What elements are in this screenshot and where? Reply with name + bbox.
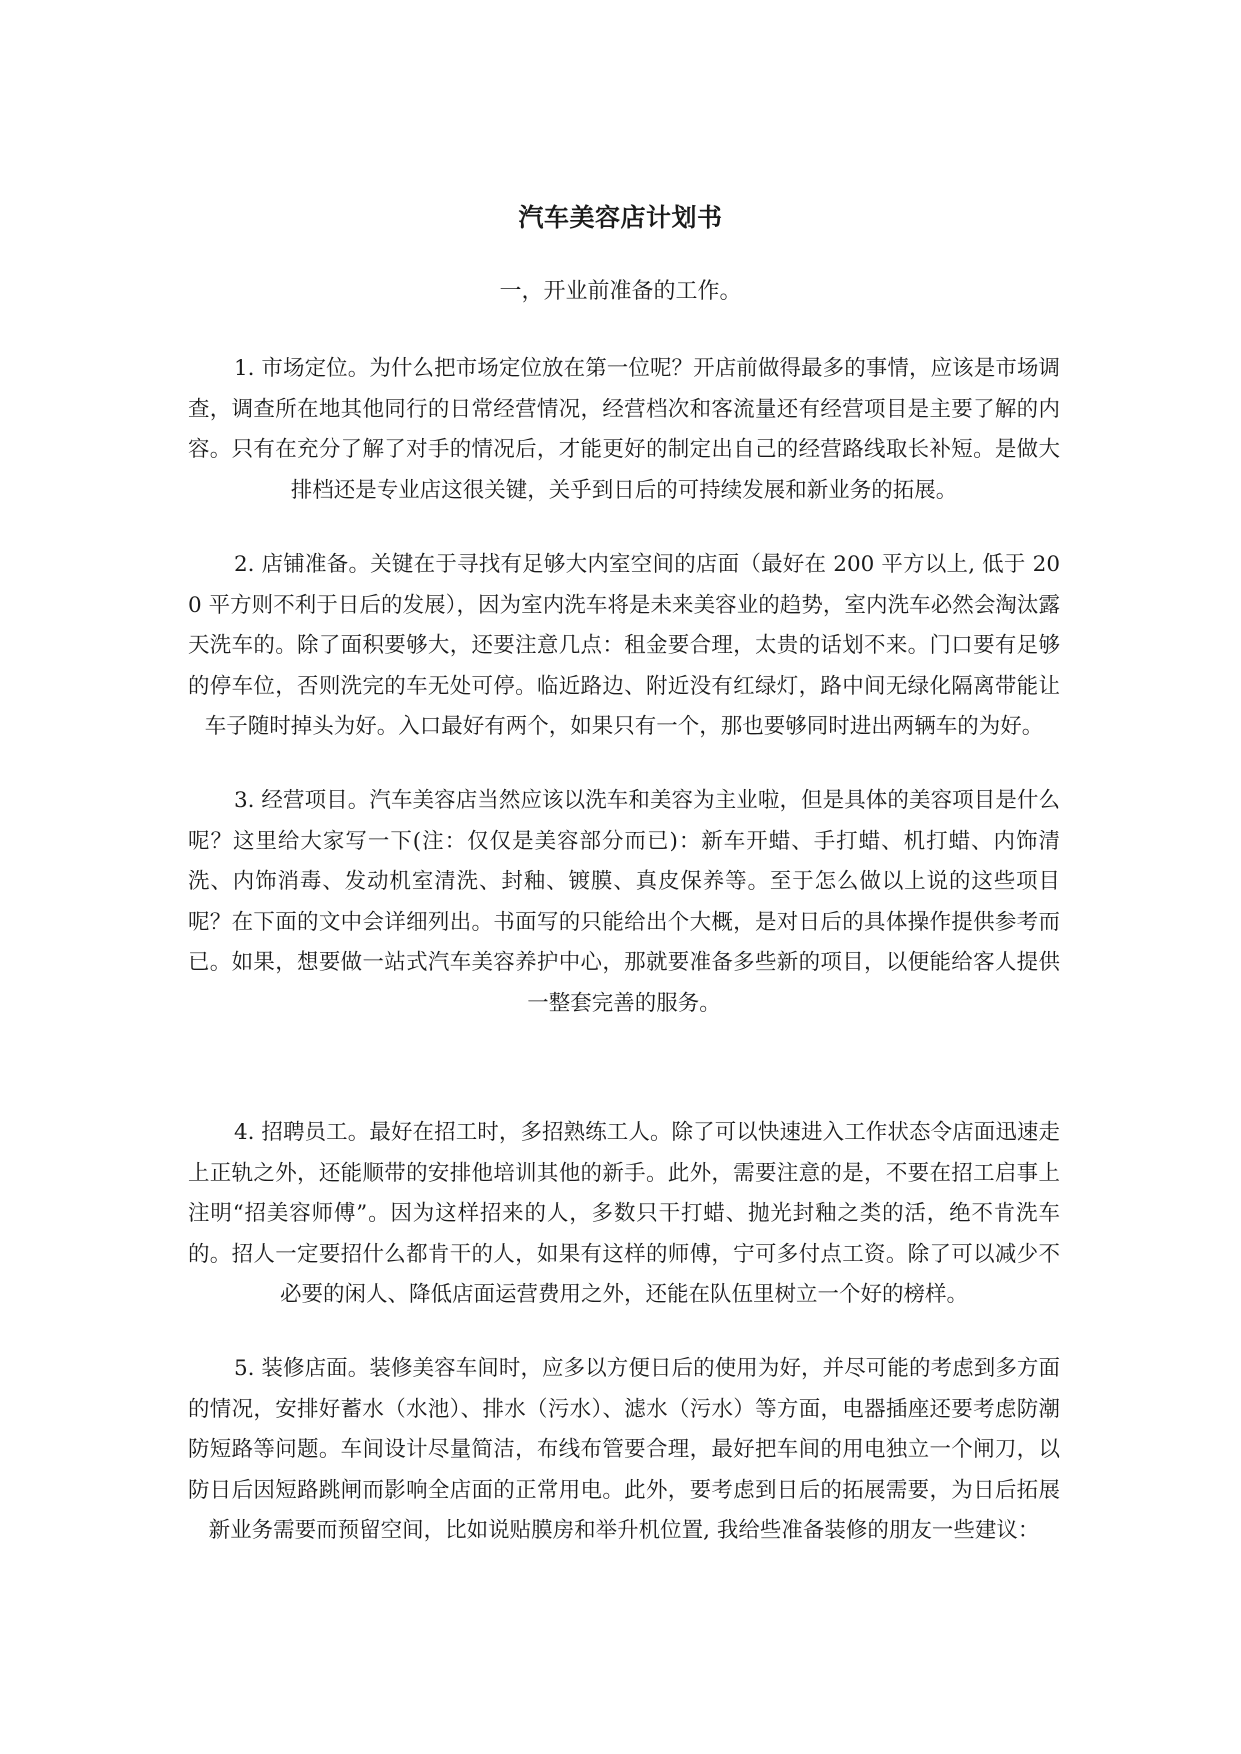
paragraph-market-positioning: 1. 市场定位。为什么把市场定位放在第一位呢？开店前做得最多的事情，应该是市场调查，调查所在地其他同行的日常经营情况，经营档次和客流量还有经营项目是主要了解的内容。只有在充分了解了对手的情况后，才能更好的制定出自己的经营路线取长补短。是做大排档还是专业店这很关键，关乎到日后的可持续发展和新业务的拓展。 — [188, 356, 1060, 503]
document-title: 汽车美容店计划书 — [518, 203, 723, 232]
section-heading: 一，开业前准备的工作。 — [499, 279, 742, 304]
paragraph-store-preparation: 2. 店铺准备。关键在于寻找有足够大内室空间的店面（最好在 200 平方以上, 低于 200 平方则不利于日后的发展），因为室内洗车将是未来美容业的趋势，室内洗车必然会淘汰露天洗车的。除了面积要够大，还要注意几点：租金要合理，太贵的话划不来。门口要有足够的停车位，否则洗完的车无处可停。临近路边、附近没有红绿灯，路中间无绿化隔离带能让车子随时掉头为好。入口最好有两个，如果只有一个，那也要够同时进出两辆车的为好。 — [188, 552, 1060, 739]
paragraph-business-items: 3. 经营项目。汽车美容店当然应该以洗车和美容为主业啦，但是具体的美容项目是什么呢？这里给大家写一下(注：仅仅是美容部分而已)：新车开蜡、手打蜡、机打蜡、内饰清洗、内饰消毒、发动机室清洗、封釉、镀膜、真皮保养等。至于怎么做以上说的这些项目呢？在下面的文中会详细列出。书面写的只能给出个大概，是对日后的具体操作提供参考而已。如果，想要做一站式汽车美容养护中心，那就要准备多些新的项目，以便能给客人提供一整套完善的服务。 — [188, 788, 1060, 1016]
paragraph-recruitment: 4. 招聘员工。最好在招工时，多招熟练工人。除了可以快速进入工作状态令店面迅速走上正轨之外，还能顺带的安排他培训其他的新手。此外，需要注意的是，不要在招工启事上注明“招美容师傅”。因为这样招来的人，多数只干打蜡、抛光封釉之类的活，绝不肯洗车的。招人一定要招什么都肯干的人，如果有这样的师傅，宁可多付点工资。除了可以减少不必要的闲人、降低店面运营费用之外，还能在队伍里树立一个好的榜样。 — [188, 1120, 1060, 1307]
paragraph-store-decoration: 5. 装修店面。装修美容车间时，应多以方便日后的使用为好，并尽可能的考虑到多方面的情况，安排好蓄水（水池）、排水（污水）、滤水（污水）等方面，电器插座还要考虑防潮防短路等问题。车间设计尽量简洁，布线布管要合理，最好把车间的用电独立一个闸刀，以防日后因短路跳闸而影响全店面的正常用电。此外，要考虑到日后的拓展需要，为日后拓展新业务需要而预留空间，比如说贴膜房和举升机位置, 我给些准备装修的朋友一些建议： — [188, 1356, 1060, 1543]
